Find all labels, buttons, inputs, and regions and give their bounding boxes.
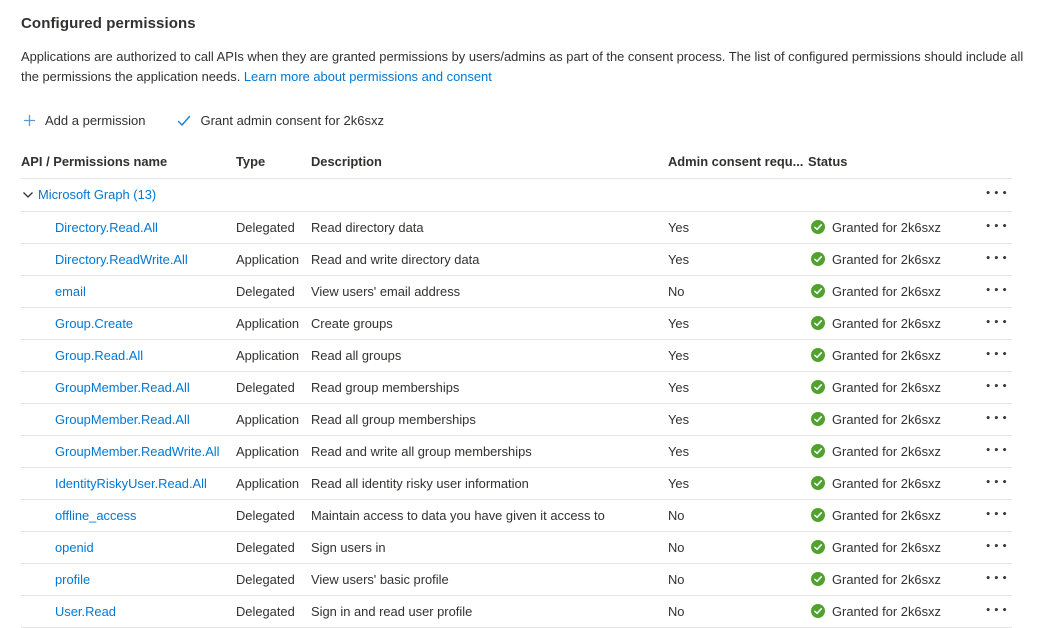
permission-name-link[interactable]: GroupMember.ReadWrite.All: [55, 443, 220, 459]
permission-status: [808, 284, 985, 299]
status-text: Granted for 2k6sxz: [832, 475, 941, 491]
permission-status: [808, 412, 985, 427]
table-row: [21, 244, 1012, 276]
ellipsis-menu-button[interactable]: •••: [985, 477, 1010, 488]
permission-name-link[interactable]: GroupMember.Read.All: [55, 379, 190, 395]
page-description: [21, 47, 1029, 88]
check-circle-icon: [811, 508, 825, 522]
header-admin-consent-required: Admin consent requ...: [668, 153, 804, 169]
check-circle-icon: [811, 316, 825, 330]
permission-description: Create groups: [311, 315, 393, 331]
learn-more-link[interactable]: Learn more about permissions and consent: [243, 69, 492, 85]
ellipsis-menu-button[interactable]: •••: [985, 221, 1010, 232]
status-text: Granted for 2k6sxz: [832, 219, 941, 235]
ellipsis-menu-button[interactable]: •••: [985, 573, 1010, 584]
check-circle-icon: [811, 284, 825, 298]
header-type: Type: [236, 153, 266, 169]
status-text: Granted for 2k6sxz: [832, 507, 941, 523]
permission-status: [808, 444, 985, 459]
status-text: Granted for 2k6sxz: [832, 571, 941, 587]
permission-description: Read and write directory data: [311, 251, 480, 267]
admin-consent-value: No: [668, 539, 685, 555]
check-circle-icon: [811, 380, 825, 394]
permission-status: [808, 540, 985, 555]
permission-name-link[interactable]: GroupMember.Read.All: [55, 411, 190, 427]
description-text: Applications are authorized to call APIs when they are granted permissions by users/admins as part of the consent process. The list of configured permissions should include all the permissions the application needs.: [21, 49, 1024, 85]
ellipsis-menu-button[interactable]: •••: [985, 189, 1010, 200]
table-row: [21, 436, 1012, 468]
header-api-permissions-name: API / Permissions name: [21, 153, 168, 169]
status-text: Granted for 2k6sxz: [832, 347, 941, 363]
admin-consent-value: Yes: [668, 411, 690, 427]
table-header-row: [21, 145, 1012, 179]
permission-name-link[interactable]: openid: [55, 539, 94, 555]
permission-name-link[interactable]: profile: [55, 571, 91, 587]
ellipsis-menu-button[interactable]: •••: [985, 349, 1010, 360]
admin-consent-value: Yes: [668, 219, 690, 235]
permission-description: View users' basic profile: [311, 571, 449, 587]
status-text: Granted for 2k6sxz: [832, 443, 941, 459]
permission-status: [808, 508, 985, 523]
api-group-link[interactable]: Microsoft Graph (13): [38, 187, 157, 203]
table-row: [21, 340, 1012, 372]
table-row: [21, 404, 1012, 436]
check-circle-icon: [811, 348, 825, 362]
page-title: Configured permissions: [21, 15, 196, 32]
permission-description: Read all groups: [311, 347, 402, 363]
permission-type: Application: [236, 251, 300, 267]
check-circle-icon: [811, 476, 825, 490]
permission-name-link[interactable]: IdentityRiskyUser.Read.All: [55, 475, 207, 491]
admin-consent-value: Yes: [668, 379, 690, 395]
table-row: [21, 564, 1012, 596]
permission-type: Delegated: [236, 379, 295, 395]
table-row: [21, 500, 1012, 532]
permission-status: [808, 572, 985, 587]
check-circle-icon: [811, 572, 825, 586]
check-circle-icon: [811, 444, 825, 458]
permission-type: Application: [236, 475, 300, 491]
permission-type: Application: [236, 443, 300, 459]
table-row: [21, 212, 1012, 244]
permission-name-link[interactable]: email: [55, 283, 86, 299]
permission-name-link[interactable]: Directory.Read.All: [55, 219, 158, 235]
add-permission-label: Add a permission: [45, 113, 146, 129]
table-row: [21, 372, 1012, 404]
permission-type: Delegated: [236, 539, 295, 555]
permission-status: [808, 476, 985, 491]
admin-consent-value: Yes: [668, 315, 690, 331]
ellipsis-menu-button[interactable]: •••: [985, 509, 1010, 520]
table-row: [21, 468, 1012, 500]
permission-name-link[interactable]: Group.Create: [55, 315, 134, 331]
check-circle-icon: [811, 252, 825, 266]
permission-type: Delegated: [236, 571, 295, 587]
add-permission-button[interactable]: [21, 109, 147, 132]
table-row: [21, 276, 1012, 308]
ellipsis-menu-button[interactable]: •••: [985, 605, 1010, 616]
status-text: Granted for 2k6sxz: [832, 251, 941, 267]
ellipsis-menu-button[interactable]: •••: [985, 541, 1010, 552]
permission-description: Read directory data: [311, 219, 424, 235]
admin-consent-value: No: [668, 283, 685, 299]
admin-consent-value: No: [668, 603, 685, 619]
permission-description: Maintain access to data you have given it access to: [311, 507, 605, 523]
admin-consent-value: Yes: [668, 475, 690, 491]
check-circle-icon: [811, 220, 825, 234]
permission-status: [808, 316, 985, 331]
grant-admin-consent-button[interactable]: [175, 109, 386, 132]
permission-description: Read all group memberships: [311, 411, 476, 427]
permission-status: [808, 252, 985, 267]
permission-description: Read all identity risky user information: [311, 475, 529, 491]
command-bar: [21, 108, 1033, 134]
check-circle-icon: [811, 412, 825, 426]
status-text: Granted for 2k6sxz: [832, 283, 941, 299]
permission-status: [808, 604, 985, 619]
permission-name-link[interactable]: Group.Read.All: [55, 347, 144, 363]
ellipsis-menu-button[interactable]: •••: [985, 317, 1010, 328]
permission-status: [808, 220, 985, 235]
table-row: [21, 308, 1012, 340]
ellipsis-menu-button[interactable]: •••: [985, 253, 1010, 264]
permission-description: Sign users in: [311, 539, 386, 555]
chevron-down-icon[interactable]: [22, 189, 34, 201]
status-text: Granted for 2k6sxz: [832, 315, 941, 331]
header-description: Description: [311, 153, 382, 169]
permission-name-link[interactable]: offline_access: [55, 507, 137, 523]
admin-consent-value: No: [668, 571, 685, 587]
admin-consent-value: Yes: [668, 443, 690, 459]
grant-admin-consent-label: Grant admin consent for 2k6sxz: [200, 113, 384, 129]
status-text: Granted for 2k6sxz: [832, 411, 941, 427]
table-row: [21, 532, 1012, 564]
status-text: Granted for 2k6sxz: [832, 603, 941, 619]
permission-type: Delegated: [236, 603, 295, 619]
permission-type: Delegated: [236, 507, 295, 523]
permission-status: [808, 380, 985, 395]
table-row: [21, 596, 1012, 628]
check-circle-icon: [811, 604, 825, 618]
check-circle-icon: [811, 540, 825, 554]
permission-name-link[interactable]: User.Read: [55, 603, 116, 619]
permission-description: Read and write all group memberships: [311, 443, 532, 459]
admin-consent-value: Yes: [668, 251, 690, 267]
permission-name-link[interactable]: Directory.ReadWrite.All: [55, 251, 188, 267]
api-group-row[interactable]: [21, 179, 1012, 212]
admin-consent-value: No: [668, 507, 685, 523]
table-body: [21, 212, 1012, 628]
permission-description: Read group memberships: [311, 379, 460, 395]
checkmark-icon: [177, 115, 191, 127]
ellipsis-menu-button[interactable]: •••: [985, 381, 1010, 392]
status-text: Granted for 2k6sxz: [832, 539, 941, 555]
permission-type: Application: [236, 315, 300, 331]
plus-icon: [23, 114, 36, 127]
admin-consent-value: Yes: [668, 347, 690, 363]
header-status: Status: [808, 153, 848, 169]
status-text: Granted for 2k6sxz: [832, 379, 941, 395]
permission-type: Application: [236, 347, 300, 363]
ellipsis-menu-button[interactable]: •••: [985, 445, 1010, 456]
permission-type: Delegated: [236, 219, 295, 235]
ellipsis-menu-button[interactable]: •••: [985, 413, 1010, 424]
permission-type: Application: [236, 411, 300, 427]
ellipsis-menu-button[interactable]: •••: [985, 285, 1010, 296]
permission-description: Sign in and read user profile: [311, 603, 473, 619]
permissions-table: [21, 145, 1012, 628]
permission-description: View users' email address: [311, 283, 461, 299]
permission-status: [808, 348, 985, 363]
permission-type: Delegated: [236, 283, 295, 299]
